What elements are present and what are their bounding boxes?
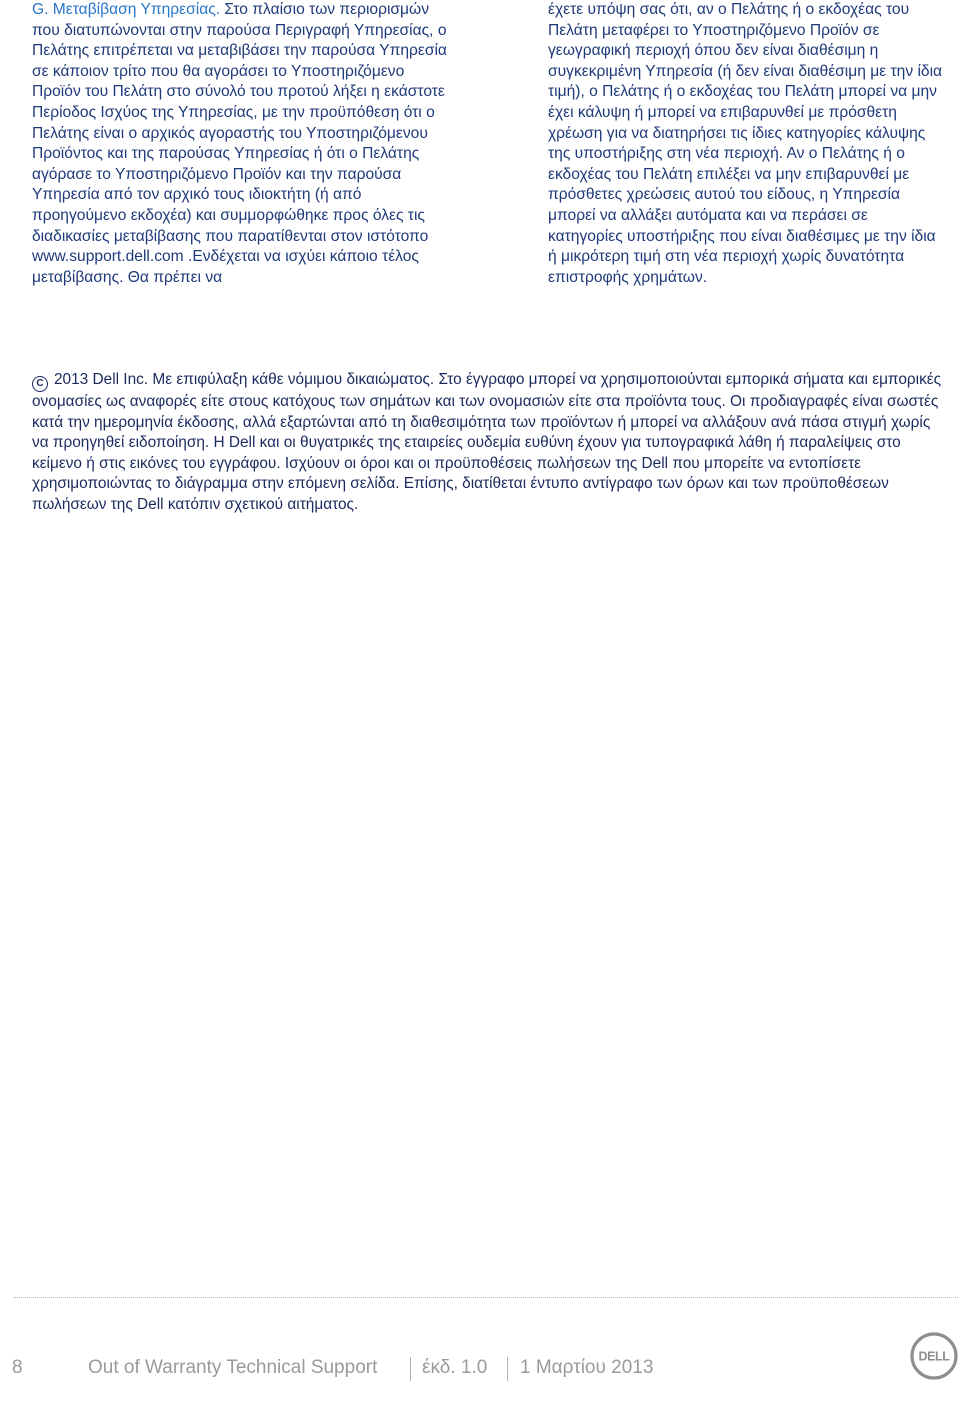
footer-separator [410, 1357, 411, 1381]
page-footer [0, 1353, 960, 1383]
document-version: έκδ. 1.0 [422, 1357, 488, 1378]
document-date: 1 Μαρτίου 2013 [520, 1357, 654, 1378]
legal-paragraph [32, 370, 946, 515]
left-column [32, 0, 452, 288]
footer-divider [14, 1297, 958, 1298]
right-column [548, 0, 946, 288]
logo-text: DELL [918, 1349, 950, 1364]
legal-notice [32, 370, 946, 515]
section-heading: G. Μεταβίβαση Υπηρεσίας. [32, 1, 221, 18]
copyright-icon: C [32, 376, 48, 392]
transfer-section [32, 0, 452, 288]
section-body-right: έχετε υπόψη σας ότι, αν ο Πελάτης ή ο εκδοχέας του Πελάτη μεταφέρει το Υποστηριζόμενο Προϊόν σε γεωγραφική περιοχή όπου δεν είναι διαθέσιμη η συγκεκριμένη Υπηρεσία (ή δεν είναι διαθέσιμη με την ίδια τιμή), ο Πελάτης ή ο εκδοχέας του Πελάτη μπορεί να μην έχει κάλυψη ή μπορεί να επιβαρυνθεί με πρόσθετη χρέωση για να διατηρήσει τις ίδιες κατηγορίες κάλυψης της υποστήριξης στη νέα περιοχή. Αν ο Πελάτης ή ο εκδοχέας του Πελάτη επιλέξει να μην επιβαρυνθεί με πρόσθετες χρεώσεις αυτού του είδους, η Υπηρεσία μπορεί να αλλάξει αυτόματα και να περάσει σε κατηγορίες υποστήριξης που είναι διαθέσιμες με την ίδια ή μικρότερη τιμή στη νέα περιοχή χωρίς δυνατότητα επιστροφής χρημάτων. [548, 1, 943, 286]
section-body-left: Στο πλαίσιο των περιορισμών που διατυπώνονται στην παρούσα Περιγραφή Υπηρεσίας, ο Πελάτης επιτρέπεται να μεταβιβάσει την παρούσα Υπηρεσία σε κάποιον τρίτο που θα αγοράσει το Υποστηριζόμενο Προϊόν του Πελάτη στο σύνολό του προτού λήξει η εκάστοτε Περίοδος Ισχύος της Υπηρεσίας, με την προϋπόθεση ότι ο Πελάτης είναι ο αρχικός αγοραστής του Υποστηριζόμενου Προϊόντος και της παρούσας Υπηρεσίας ή ότι ο Πελάτης αγόρασε το Υποστηριζόμενο Προϊόν και την παρούσα Υπηρεσία από τον αρχικό τους ιδιοκτήτη (ή από προηγούμενο εκδοχέα) και συμμορφώθηκε προς όλες τις διαδικασίες μεταβίβασης που παρατίθενται στον ιστότοπο www.support.dell.com .Ενδέχεται να ισχύει κάποιο τέλος μεταβίβασης. Θα πρέπει να [32, 1, 447, 286]
footer-separator [507, 1357, 508, 1381]
legal-text: 2013 Dell Inc. Με επιφύλαξη κάθε νόμιμου δικαιώματος. Στο έγγραφο μπορεί να χρησιμοποιούνται εμπορικά σήματα και εμπορικές ονομασίες ως αναφορές είτε στους κατόχους των σημάτων και των ονομασιών είτε στα προϊόντα τους. Οι προδιαγραφές είναι σωστές κατά την ημερομηνία έκδοσης, αλλά εξαρτώνται από τη διαθεσιμότητα των προϊόντων ή μπορεί να αλλάξουν ανά πάσα στιγμή χωρίς να προηγηθεί ειδοποίηση. Η Dell και οι θυγατρικές της εταιρείες ουδεμία ευθύνη έχουν για τυπογραφικά λάθη ή παραλείψεις στο κείμενο ή στις εικόνες του εγγράφου. Ισχύουν οι όροι και οι προϋποθέσεις πωλήσεων της Dell που μπορείτε να εντοπίσετε χρησιμοποιώντας το διάγραμμα στην επόμενη σελίδα. Επίσης, διατίθεται έντυπο αντίγραφο των όρων και των προϋποθέσεων πωλήσεων της Dell κατόπιν σχετικού αιτήματος. [32, 371, 942, 513]
dell-logo-icon [910, 1332, 958, 1380]
document-title: Out of Warranty Technical Support [88, 1357, 378, 1378]
page-number: 8 [12, 1357, 23, 1378]
